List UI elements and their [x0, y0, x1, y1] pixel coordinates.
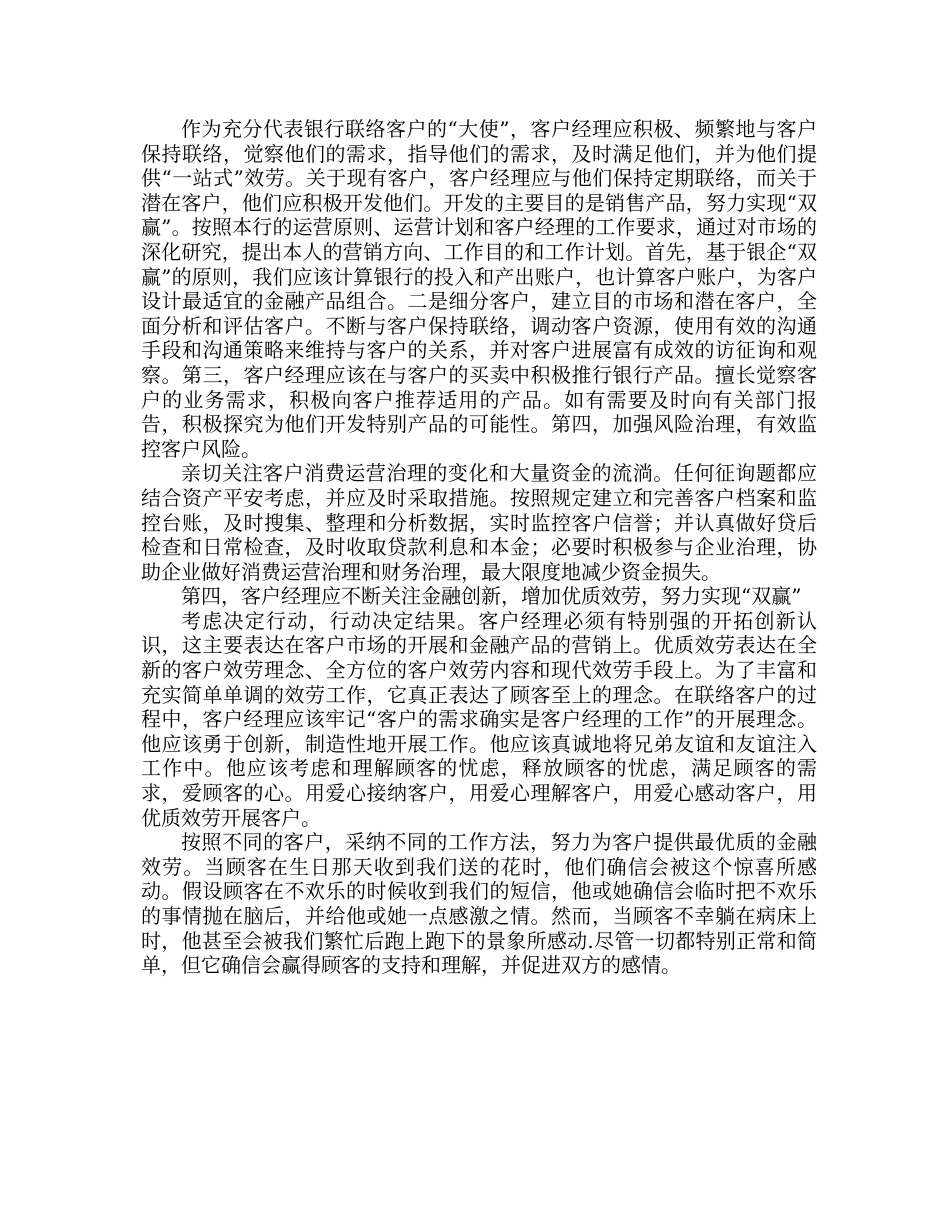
- paragraph-3: 第四，客户经理应不断关注金融创新，增加优质效劳，努力实现“双赢”: [181, 584, 802, 609]
- paragraph-4: 考虑决定行动，行动决定结果。客户经理必须有特别强的开拓创新认识，这主要表达在客户市场的开展和金融产品的营销上。优质效劳表达在全新的客户效劳理念、全方位的客户效劳内容和现代效劳手段上。为了丰富和充实简单单调的效劳工作，它真正表达了顾客至上的理念。在联络客户的过程中，客户经理应该牢记“客户的需求确实是客户经理的工作”的开展理念。他应该勇于创新，制造性地开展工作。他应该真诚地将兄弟友谊和友谊注入工作中。他应该考虑和理解顾客的忧虑，释放顾客的忧虑，满足顾客的需求，爱顾客的心。用爱心接纳客户，用爱心理解客户，用爱心感动客户，用优质效劳开展客户。: [141, 608, 817, 830]
- document-body: [141, 117, 817, 978]
- paragraph-1: 作为充分代表银行联络客户的“大使”，客户经理应积极、频繁地与客户保持联络，觉察他们的需求，指导他们的需求，及时满足他们，并为他们提供“一站式”效劳。关于现有客户，客户经理应与他们保持定期联络，而关于潜在客户，他们应积极开发他们。开发的主要目的是销售产品，努力实现“双赢”。按照本行的运营原则、运营计划和客户经理的工作要求，通过对市场的深化研究，提出本人的营销方向、工作目的和工作计划。首先，基于银企“双赢”的原则，我们应该计算银行的投入和产出账户，也计算客户账户，为客户设计最适宜的金融产品组合。二是细分客户，建立目的市场和潜在客户，全面分析和评估客户。不断与客户保持联络，调动客户资源，使用有效的沟通手段和沟通策略来维持与客户的关系，并对客户进展富有成效的访征询和观察。第三，客户经理应该在与客户的买卖中积极推行银行产品。擅长觉察客户的业务需求，积极向客户推荐适用的产品。如有需要及时向有关部门报告，积极探究为他们开发特别产品的可能性。第四，加强风险治理，有效监控客户风险。: [141, 117, 817, 461]
- paragraph-5: 按照不同的客户，采纳不同的工作方法，努力为客户提供最优质的金融效劳。当顾客在生日那天收到我们送的花时，他们确信会被这个惊喜所感动。假设顾客在不欢乐的时候收到我们的短信，他或她确信会临时把不欢乐的事情抛在脑后，并给他或她一点感激之情。然而，当顾客不幸躺在病床上时，他甚至会被我们繁忙后跑上跑下的景象所感动.尽管一切都特别正常和简单，但它确信会赢得顾客的支持和理解，并促进双方的感情。: [141, 830, 817, 978]
- paragraph-2: 亲切关注客户消费运营治理的变化和大量资金的流淌。任何征询题都应结合资产平安考虑，并应及时采取措施。按照规定建立和完善客户档案和监控台账，及时搜集、整理和分析数据，实时监控客户信誉；并认真做好贷后检查和日常检查，及时收取贷款利息和本金；必要时积极参与企业治理，协助企业做好消费运营治理和财务治理，最大限度地减少资金损失。: [141, 461, 817, 584]
